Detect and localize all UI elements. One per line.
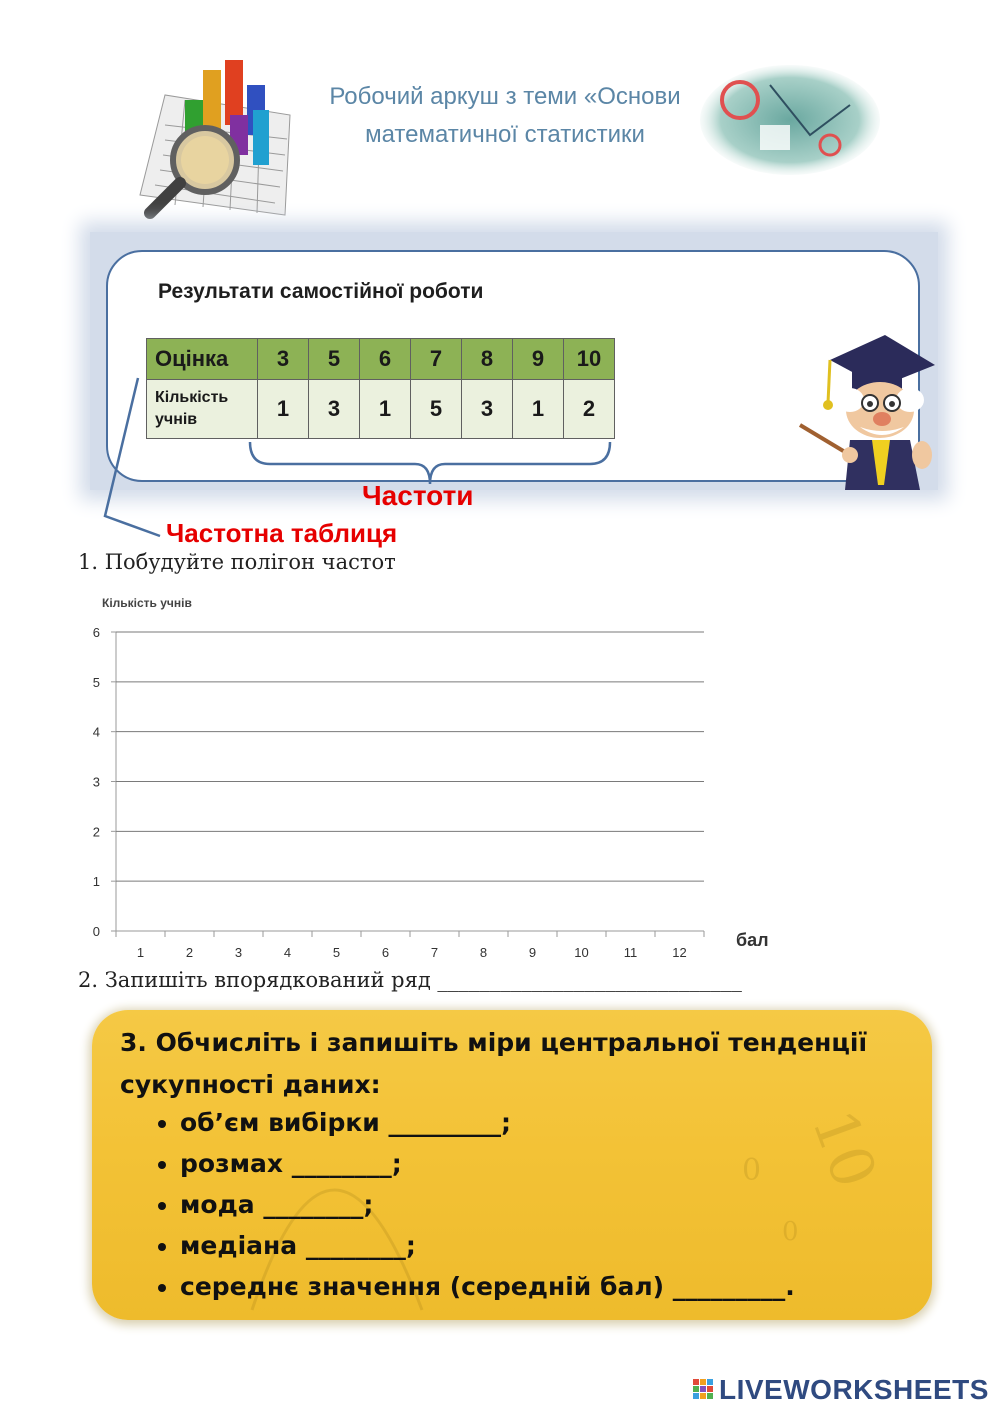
grade-cell: 5 [309,339,360,380]
grade-row-label: Оцінка [147,339,258,380]
worksheet-title-line2: математичної статистики [365,121,645,148]
professor-cartoon-icon [790,315,940,495]
x-tick-label: 8 [479,945,488,960]
y-tick-label: 5 [92,674,100,690]
y-tick-label: 6 [92,625,100,640]
task1-text: 1. Побудуйте полігон частот [78,550,396,574]
x-tick-label: 3 [234,945,243,960]
y-axis-label: Кількість учнів [102,596,192,610]
frequency-polygon-chart [70,590,790,970]
y-tick-label: 0 [92,924,100,939]
grade-cell: 3 [258,339,309,380]
count-cell: 3 [309,380,360,439]
statistics-magnifier-icon [135,55,295,220]
frequency-table-label: Частотна таблиця [166,518,398,548]
x-axis-label: бал [736,930,769,950]
grade-row [147,339,615,380]
x-tick-label: 9 [528,945,537,960]
x-tick-label: 7 [430,945,439,960]
count-row [147,380,615,439]
svg-text:0: 0 [782,1217,799,1247]
count-cell: 2 [564,380,615,439]
measure-item-mode: • мода ________; [180,1184,795,1225]
x-tick-label: 6 [381,945,390,960]
y-tick-label: 2 [92,824,100,840]
count-row-label-line1: Кількість [155,389,229,406]
table-pointer-line [100,370,180,540]
count-row-label-line2: учнів [155,411,198,428]
x-tick-label: 12 [672,945,687,960]
x-tick-label: 11 [623,945,638,960]
count-cell: 3 [462,380,513,439]
x-tick-label: 10 [574,945,589,960]
measure-item-sample-size: • об’єм вибірки _________; [180,1102,795,1143]
frequencies-label: Частоти [362,480,474,511]
grade-cell: 10 [564,339,615,380]
results-title: Результати самостійної роботи [158,280,484,303]
count-cell: 5 [411,380,462,439]
svg-text:10: 10 [797,1101,890,1197]
x-tick-label: 1 [136,945,145,960]
y-tick-label: 4 [92,724,100,740]
count-cell: 1 [513,380,564,439]
measure-item-range: • розмах ________; [180,1143,795,1184]
y-tick-label: 3 [92,774,100,790]
svg-text:0: 0 [742,1153,762,1188]
measures-list [140,1102,795,1307]
count-cell: 1 [360,380,411,439]
frequency-table [146,338,615,439]
grade-cell: 6 [360,339,411,380]
liveworksheets-logo [693,1374,989,1406]
y-tick-label: 1 [92,874,100,890]
measure-item-mean: • середнє значення (середній бал) _________. [180,1266,795,1307]
x-tick-label: 4 [283,945,292,960]
measure-item-median: • медіана ________; [180,1225,795,1266]
grade-cell: 8 [462,339,513,380]
count-cell: 1 [258,380,309,439]
worksheet-title-line1: Робочий аркуш з теми «Основи [329,83,681,110]
worksheet-title [295,78,715,154]
liveworksheets-blocks-icon [693,1379,719,1401]
grade-cell: 9 [513,339,564,380]
decorative-tech-icon [700,65,880,175]
grade-cell: 7 [411,339,462,380]
brand-name: LIVEWORKSHEETS [719,1374,989,1405]
x-tick-label: 2 [185,945,194,960]
task3-title: 3. Обчисліть і запишіть міри центральної тенденції сукупності даних: [120,1028,868,1099]
x-tick-label: 5 [332,945,341,960]
task2-text: 2. Запишіть впорядкований ряд _____________________________ [78,968,742,992]
